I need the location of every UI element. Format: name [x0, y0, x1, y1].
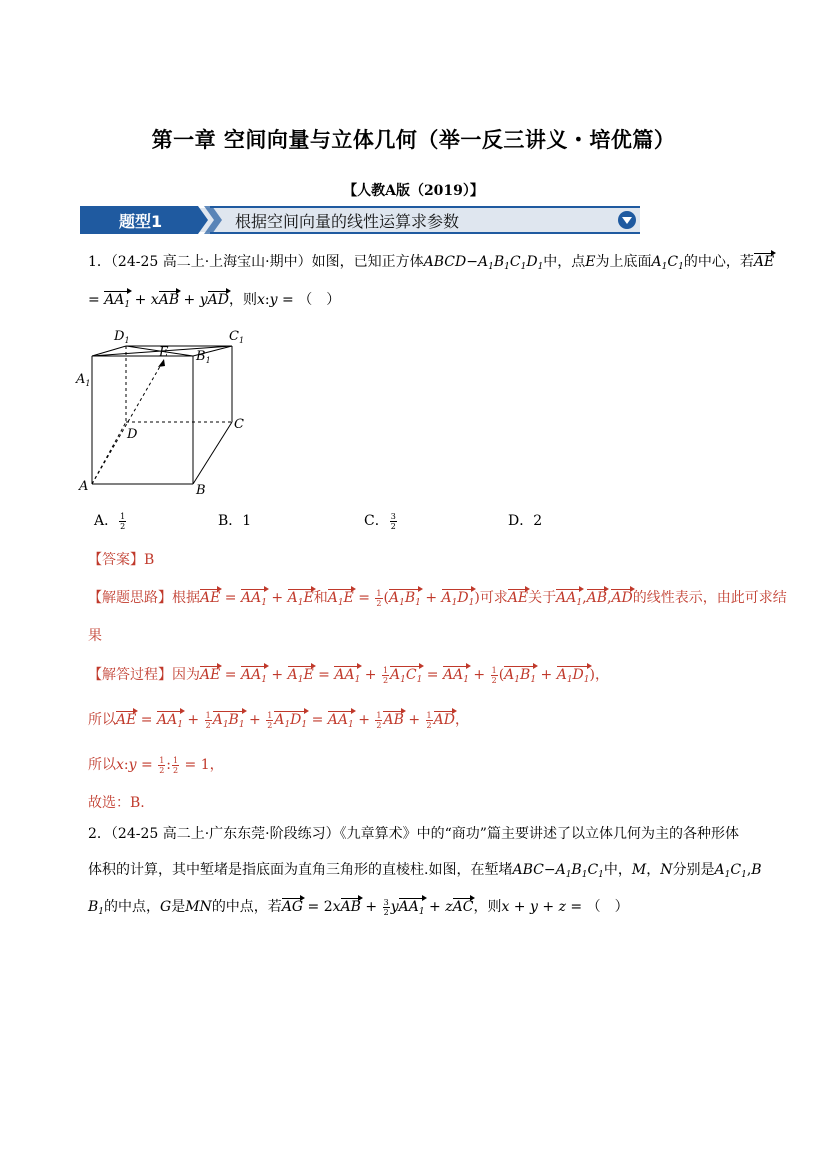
label-A: A — [79, 479, 89, 494]
label-E: E — [159, 345, 169, 360]
q1-answer: 【答案】B — [88, 552, 155, 568]
section-title: 根据空间向量的线性运算求参数 — [235, 212, 460, 231]
q1-process-line3: 所以x:y = $\frac{1}{2}$ : $\frac{1}{2}$ = 1， — [88, 755, 224, 775]
label-C1: $C_1$ — [229, 329, 245, 345]
page-title: 第一章 空间向量与立体几何（举一反三讲义・培优篇） — [151, 128, 676, 152]
q1-final: 故选：B. — [88, 795, 145, 811]
section-banner — [80, 206, 640, 234]
q1-idea-line2: 果 — [88, 628, 102, 644]
q1-process-line1: 【解答过程】因为AE = $AA_1 + A_1E = AA_1$ + $\frac{1}{2}$ $A_1C_1 = AA_1$ + $\frac{1}{2}$ $(A_1B_1 + A_1D_1)$， — [88, 665, 609, 690]
choice-a[interactable]: A． $\frac{1}{2}$ — [94, 511, 126, 531]
choice-b[interactable]: B．1 — [218, 513, 252, 529]
q1-process-line2: 所以AE = $AA_1$ + $\frac{1}{2}$ $A_1B_1$ + $\frac{1}{2}$ $A_1D_1 = AA_1$ + $\frac{1}{2}$ AB + $\frac{1}{2}$ AD， — [88, 710, 469, 735]
chevron-down-icon[interactable] — [617, 210, 637, 230]
label-B: B — [196, 483, 206, 496]
q2-line2: 体积的计算，其中堑堵是指底面为直角三角形的直棱柱.如图，在堑堵$ABC-A_1B_1C_1$中，M，N分别是$A_1C_1,B$ — [88, 862, 762, 880]
choice-c[interactable]: C． $\frac{3}{2}$ — [364, 511, 396, 531]
q1-line2: = $AA_1$ + xAB + yAD，则x:y = （ ） — [88, 290, 340, 315]
edition-label: 【人教A版（2019）】 — [343, 183, 484, 199]
q2-line1: 2．（24-25 高二上·广东东莞·阶段练习）《九章算术》中的“商功”篇主要讲述了以立体几何为主的各种形体 — [88, 826, 739, 842]
section-label: 题型1 — [119, 212, 163, 231]
choice-d[interactable]: D．2 — [508, 513, 543, 529]
label-D: D — [127, 427, 138, 442]
label-C: C — [234, 417, 244, 432]
q2-line3: $B_1$的中点，G是MN的中点，若AG = 2xAB + $\frac{3}{2}$ yAA$_1$ + zAC，则x + y + z = （ ） — [88, 897, 629, 922]
label-B1: $B_1$ — [196, 349, 211, 365]
label-D1: $D_1$ — [114, 329, 130, 345]
q1-line1: 1．（24-25 高二上·上海宝山·期中）如图，已知正方体$ABCD-A_1B_1C_1D_1$中，点E为上底面$A_1C_1$的中心，若AE — [88, 254, 775, 272]
cube-figure — [74, 326, 254, 496]
label-A1: $A_1$ — [76, 372, 91, 388]
q1-idea-line1: 【解题思路】根据AE = $AA_1 + A_1E$和$A_1E$ = $\frac{1}{2}$ $(A_1B_1 + A_1D_1)$可求AE关于$AA_1,AB,AD$的线性表示，由此可求结 — [88, 588, 787, 613]
